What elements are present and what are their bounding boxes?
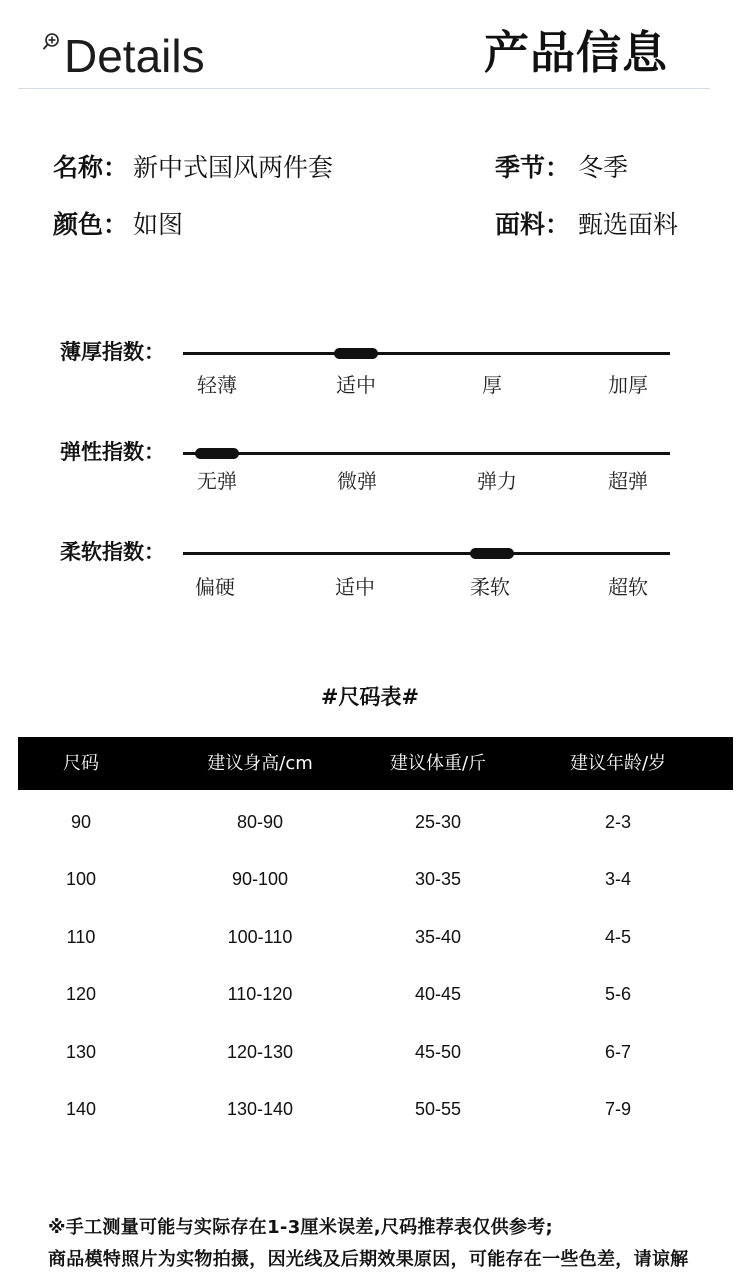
- table-row: [0, 1089, 750, 1129]
- name-label: 名称：: [53, 153, 129, 182]
- table-cell: 5-6: [604, 984, 631, 1004]
- table-cell: 120: [65, 984, 97, 1004]
- index-marker: [195, 448, 239, 459]
- table-cell: 130-140: [226, 1099, 294, 1119]
- index-track: [183, 352, 670, 355]
- index-label: 弹性指数：: [60, 440, 165, 464]
- table-row: [0, 1032, 750, 1072]
- index-marker: [470, 548, 514, 559]
- index-label: 柔软指数：: [60, 540, 165, 564]
- color-difference-note: 商品模特照片为实物拍摄，因光线及后期效果原因，可能存在一些色差，请谅解: [48, 1249, 689, 1270]
- table-cell: 110-120: [227, 984, 293, 1004]
- fabric-label: 面料：: [495, 210, 571, 239]
- table-cell: 110: [66, 927, 96, 947]
- index-tick: 厚: [482, 373, 502, 397]
- size-chart-title: #尺码表#: [320, 685, 420, 709]
- name-value: 新中式国风两件套: [133, 153, 334, 182]
- size-chart-header: [18, 737, 733, 790]
- index-tick: 超软: [608, 575, 648, 599]
- table-cell: 3-4: [604, 869, 631, 889]
- table-cell: 130: [65, 1042, 97, 1062]
- season-value: 冬季: [578, 153, 629, 182]
- table-cell: 100: [65, 869, 97, 889]
- table-row: [0, 802, 750, 842]
- zoom-in-icon: [41, 31, 63, 53]
- season-label: 季节：: [495, 153, 571, 182]
- fabric-value: 甄选面料: [578, 210, 679, 239]
- table-cell: 80-90: [236, 812, 284, 832]
- header-divider: [18, 88, 710, 89]
- table-cell: 2-3: [604, 812, 631, 832]
- index-track: [183, 552, 670, 555]
- index-tick: 柔软: [470, 575, 510, 599]
- index-tick: 适中: [336, 373, 376, 397]
- table-cell: 90: [70, 812, 92, 832]
- index-marker: [334, 348, 378, 359]
- table-row: [0, 974, 750, 1014]
- index-tick: 弹力: [477, 469, 517, 493]
- table-cell: 7-9: [604, 1099, 631, 1119]
- table-cell: 35-40: [414, 927, 462, 947]
- column-header: 尺码: [63, 753, 99, 774]
- table-cell: 25-30: [414, 812, 462, 832]
- product-info-heading: 产品信息: [484, 26, 669, 79]
- table-cell: 6-7: [604, 1042, 631, 1062]
- index-track: [183, 452, 670, 455]
- table-cell: 4-5: [604, 927, 631, 947]
- table-cell: 120-130: [226, 1042, 294, 1062]
- column-header: 建议体重/斤: [389, 753, 487, 774]
- table-row: [0, 859, 750, 899]
- index-tick: 加厚: [608, 373, 648, 397]
- index-tick: 轻薄: [197, 373, 237, 397]
- index-tick: 偏硬: [195, 575, 235, 599]
- table-cell: 40-45: [414, 984, 462, 1004]
- table-cell: 90-100: [231, 869, 289, 889]
- measurement-note: ※手工测量可能与实际存在1-3厘米误差,尺码推荐表仅供参考;: [48, 1217, 554, 1238]
- column-header: 建议年龄/岁: [569, 753, 667, 774]
- table-cell: 140: [65, 1099, 97, 1119]
- column-header: 建议身高/cm: [207, 753, 313, 774]
- index-tick: 适中: [335, 575, 375, 599]
- color-value: 如图: [133, 210, 184, 239]
- table-cell: 45-50: [414, 1042, 462, 1062]
- table-cell: 50-55: [414, 1099, 462, 1119]
- table-cell: 100-110: [227, 927, 293, 947]
- details-heading: Details: [64, 30, 205, 82]
- index-tick: 无弹: [197, 469, 237, 493]
- table-row: [0, 917, 750, 957]
- index-tick: 超弹: [608, 469, 648, 493]
- color-label: 颜色：: [53, 210, 129, 239]
- index-tick: 微弹: [337, 469, 377, 493]
- table-cell: 30-35: [414, 869, 462, 889]
- index-label: 薄厚指数：: [60, 340, 165, 364]
